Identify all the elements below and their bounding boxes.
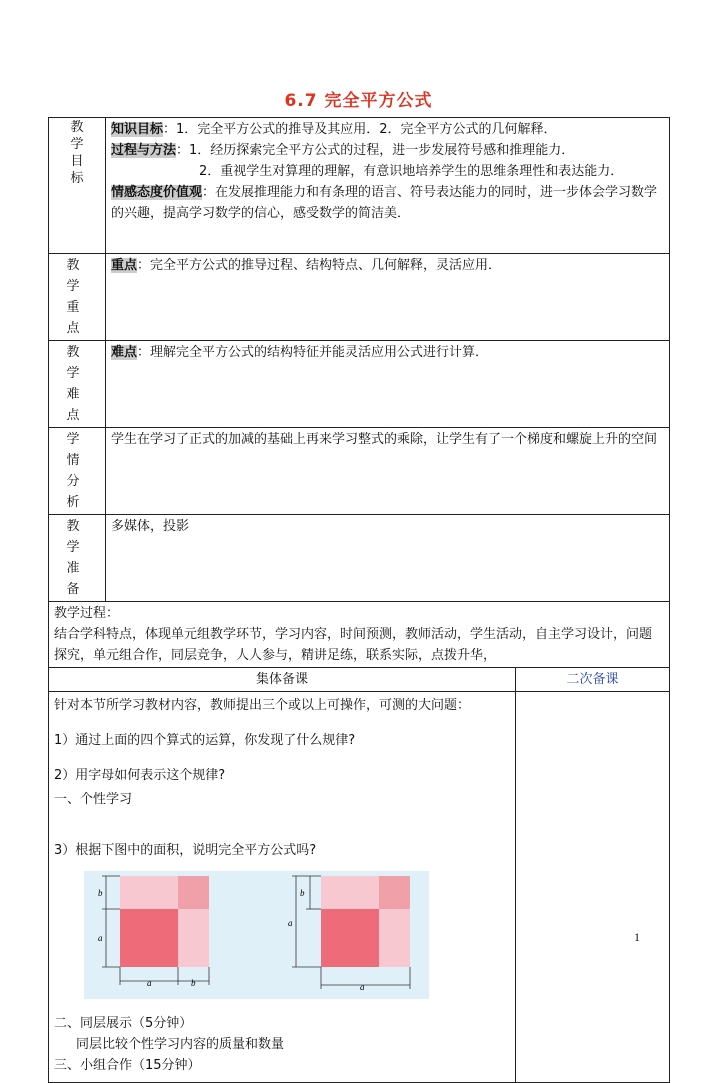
analysis-content: 学生在学习了正式的加减的基础上再来学习整式的乘除，让学生有了一个梯度和螺旋上升的空间 [106, 428, 670, 515]
difficulty-label-line-1: 教 学 [66, 345, 98, 381]
key-point-label-line-1: 教 学 [66, 258, 98, 294]
question-2: 2）用字母如何表示这个规律? [54, 768, 226, 783]
goals-label-char: 标 [70, 171, 84, 186]
section-group-cooperation: 三、小组合作（15分钟） [54, 1058, 201, 1073]
goals-row [49, 118, 670, 254]
section-individual-study: 一、个性学习 [54, 792, 133, 807]
collective-prep-content [49, 692, 516, 1083]
right-a-square [321, 909, 379, 967]
question-3: 3）根据下图中的面积，说明完全平方公式吗? [54, 843, 317, 858]
goals-label-text [70, 119, 84, 187]
second-prep-header: 二次备课 [516, 668, 670, 692]
difficulty-label [49, 341, 106, 428]
body-row [49, 692, 670, 1083]
second-prep-content [516, 692, 670, 1083]
preparation-content: 多媒体，投影 [106, 515, 670, 602]
emotion-goal-text: ：在发展推理能力和有条理的语言、符号表达能力的同时，进一步体会学习数学的兴趣，提高学习数学的信心，感受数学的简洁美． [111, 185, 658, 221]
process-content [49, 602, 670, 668]
process-row [49, 602, 670, 668]
left-label-a-horizontal: a [147, 978, 152, 988]
key-point-tag: 重点 [111, 258, 138, 273]
difficulty-tag: 难点 [111, 345, 138, 360]
preparation-label-line-1: 教 学 [66, 519, 98, 555]
intro-text: 针对本节所学习教材内容，教师提出三个或以上可操作，可测的大问题： [54, 698, 471, 713]
right-label-b-vertical: b [300, 888, 305, 898]
left-label-a-vertical: a [98, 933, 103, 943]
preparation-label [49, 515, 106, 602]
left-b-square [178, 876, 209, 909]
goals-content [106, 118, 670, 254]
left-a-square [120, 909, 178, 967]
knowledge-goal-text: ：1．完全平方公式的推导及其应用．2．完全平方公式的几何解释． [163, 122, 557, 137]
goals-label-char: 教 [70, 120, 84, 135]
analysis-label-line-2: 分 析 [66, 474, 98, 510]
preparation-label-line-2: 准 备 [66, 561, 98, 597]
area-diagram-figure [84, 871, 429, 999]
right-label-a-vertical: a [288, 918, 293, 928]
process-text: 结合学科特点，体现单元组教学环节，学习内容，时间预测，教师活动，学生活动，自主学习设计，问题探究，单元组合作，同层竞争，人人参与，精讲足练，联系实际，点拨升华， [54, 627, 653, 663]
analysis-label-line-1: 学 情 [66, 432, 98, 468]
right-b-square [379, 876, 410, 909]
goals-label [49, 118, 106, 254]
process-goal-text-1: ：1．经历探索完全平方公式的过程，进一步发展符号感和推理能力． [176, 143, 575, 158]
process-goal-text-2: 2．重视学生对算理的理解，有意识地培养学生的思维条理性和表达能力． [199, 164, 624, 179]
left-label-b-horizontal: b [191, 978, 196, 988]
key-point-row [49, 254, 670, 341]
right-ab-rect-top [321, 876, 379, 909]
peer-display-detail: 同层比较个性学习内容的质量和数量 [76, 1037, 285, 1052]
question-1: 1）通过上面的四个算式的运算，你发现了什么规律? [54, 733, 356, 748]
goals-label-char: 目 [70, 154, 84, 169]
key-point-text: ：完全平方公式的推导过程、结构特点、几何解释，灵活应用． [137, 258, 502, 273]
right-ab-rect-side [379, 909, 410, 967]
section-peer-display: 二、同层展示（5分钟） [54, 1016, 193, 1031]
document-title: 6.7 完全平方公式 [284, 91, 433, 111]
key-point-content [106, 254, 670, 341]
right-label-a-horizontal: a [360, 982, 365, 992]
collective-prep-header: 集体备课 [49, 668, 516, 692]
process-heading: 教学过程： [54, 606, 120, 621]
area-diagram-svg [84, 871, 429, 999]
analysis-label [49, 428, 106, 515]
difficulty-row [49, 341, 670, 428]
column-header-row [49, 668, 670, 692]
lesson-plan-table [48, 117, 670, 1083]
difficulty-label-line-2: 难 点 [66, 387, 98, 423]
difficulty-text: ：理解完全平方公式的结构特征并能灵活应用公式进行计算． [137, 345, 489, 360]
left-label-b-vertical: b [98, 888, 103, 898]
emotion-goal-label: 情感态度价值观 [111, 185, 203, 200]
key-point-label [49, 254, 106, 341]
goals-label-char: 学 [70, 137, 84, 152]
key-point-label-line-2: 重 点 [66, 300, 98, 336]
left-ab-rect-side [178, 909, 209, 967]
process-goal-label: 过程与方法 [111, 143, 177, 158]
page-number: 1 [634, 930, 640, 944]
preparation-row [49, 515, 670, 602]
left-ab-rect-top [120, 876, 178, 909]
knowledge-goal-label: 知识目标 [111, 122, 164, 137]
difficulty-content [106, 341, 670, 428]
analysis-row [49, 428, 670, 515]
